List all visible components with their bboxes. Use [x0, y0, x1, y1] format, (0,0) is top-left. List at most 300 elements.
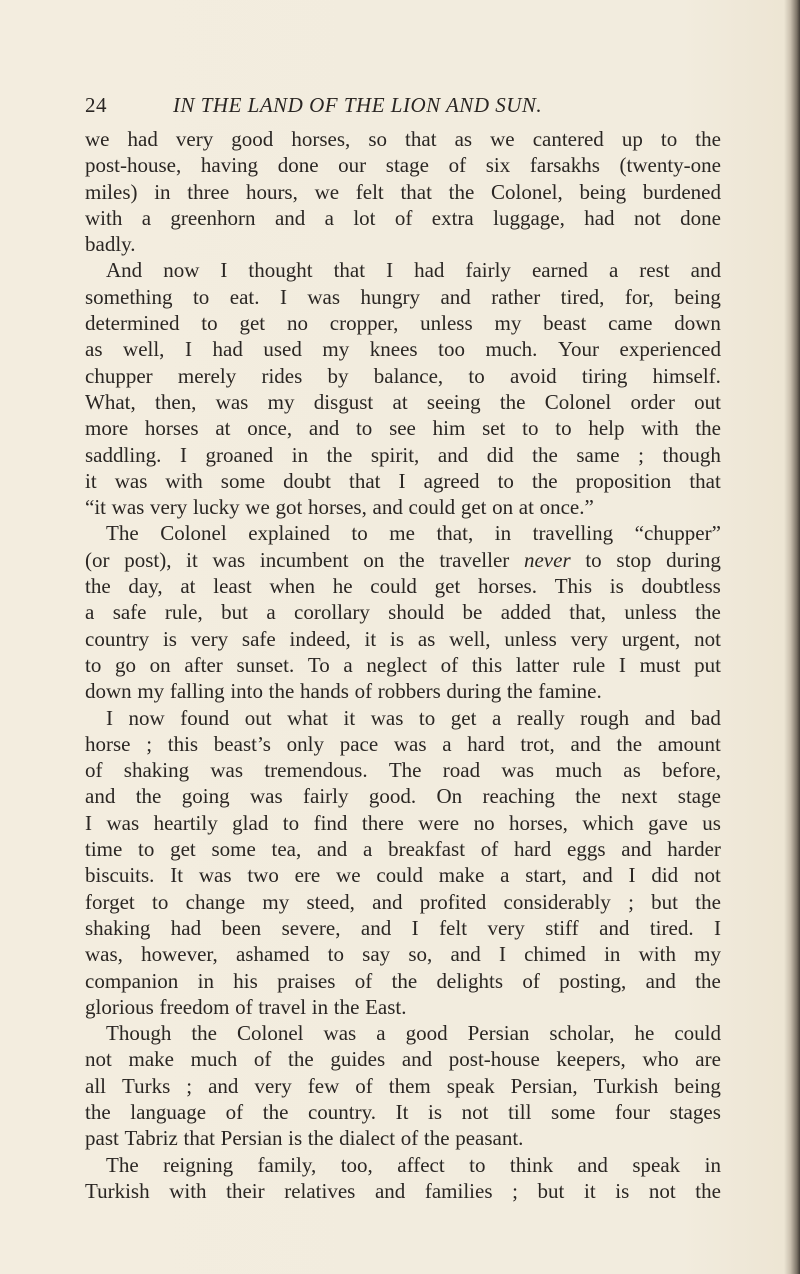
word: latter [515, 652, 559, 677]
word: in [197, 968, 214, 993]
word: (twenty-one [619, 153, 721, 178]
word: my [262, 889, 290, 914]
word: could [674, 1021, 721, 1046]
word: found [180, 705, 230, 730]
word: down [674, 311, 721, 336]
word: were [418, 810, 460, 835]
word: post-house, [85, 153, 182, 178]
word: reaching [482, 784, 555, 809]
word: of [253, 1047, 272, 1072]
word: ; [638, 442, 644, 467]
word: in [291, 442, 309, 467]
word: least [213, 574, 252, 599]
word: reigning [163, 1152, 234, 1177]
word: is [609, 574, 624, 599]
word: stop [616, 547, 652, 572]
word: lucky [192, 495, 240, 520]
body-text [85, 126, 721, 1204]
word: considerably [503, 889, 611, 914]
word: travelling [532, 521, 614, 546]
word: are [695, 1047, 721, 1072]
word: really [516, 705, 565, 730]
word: that [349, 468, 381, 493]
word: felt [355, 179, 384, 204]
word: but [537, 1178, 565, 1203]
word: I [411, 915, 419, 940]
word: was [215, 389, 249, 414]
word: and [577, 1152, 608, 1177]
word: groaned [205, 442, 274, 467]
word: a [85, 600, 95, 625]
word: lot [353, 205, 376, 230]
text-line [85, 310, 721, 336]
word: to [201, 311, 218, 336]
word: ; [628, 889, 634, 914]
word: greenhorn [170, 205, 256, 230]
word: during [446, 679, 502, 704]
word: by [327, 363, 349, 388]
word: glorious [85, 994, 154, 1019]
word: the [695, 416, 721, 441]
word: and [401, 1047, 433, 1072]
word: Persian, [510, 1073, 578, 1098]
word: extra [431, 205, 474, 230]
word: himself. [652, 363, 721, 388]
word: The [106, 1152, 139, 1177]
word: beast’s [213, 731, 271, 756]
word: a [500, 863, 510, 888]
word: To [307, 652, 330, 677]
word: families [424, 1178, 493, 1203]
word: in [704, 1152, 721, 1177]
word: make [438, 863, 485, 888]
word: was [212, 547, 246, 572]
word: is [288, 1126, 303, 1151]
word: amount [657, 731, 721, 756]
word: had [414, 258, 445, 283]
word: Your [557, 337, 599, 362]
word: chimed [524, 942, 586, 967]
word: the [695, 127, 721, 151]
word: once, [247, 416, 293, 441]
word: more [85, 416, 129, 441]
word: I [279, 284, 287, 309]
word: with [85, 205, 123, 230]
word: and [316, 837, 348, 862]
word: some [211, 837, 256, 862]
word: and [644, 705, 676, 730]
word: came [608, 311, 653, 336]
word: of [85, 758, 103, 783]
word: unless [504, 626, 557, 651]
word: East. [365, 994, 407, 1019]
word: to [282, 810, 300, 835]
word: when [269, 574, 315, 599]
word: beast [543, 311, 587, 336]
word: post), [124, 547, 172, 572]
word: it [186, 547, 198, 572]
word: of [354, 968, 373, 993]
word: say [362, 942, 391, 967]
word: now [128, 705, 165, 730]
text-line [85, 179, 721, 205]
word: the [268, 679, 295, 704]
word: hard [513, 837, 552, 862]
word: him [432, 416, 466, 441]
word: at [518, 495, 534, 520]
word: and [450, 942, 481, 967]
text-line [85, 889, 721, 915]
word: well, [123, 337, 165, 362]
word: going [181, 784, 230, 809]
word: Persian [220, 1126, 283, 1151]
word: see [389, 416, 416, 441]
word: at [392, 389, 408, 414]
word: tired, [560, 284, 605, 309]
word: as [454, 127, 473, 151]
word: only [286, 731, 324, 756]
word: my [694, 942, 721, 967]
word: some [220, 468, 266, 493]
word: was [370, 705, 404, 730]
word: and [374, 1178, 406, 1203]
word: dialect [339, 1126, 396, 1151]
word: horse [85, 731, 131, 756]
word: of [400, 1126, 419, 1151]
page-header [85, 93, 725, 121]
word: keepers, [556, 1047, 626, 1072]
word: my [322, 337, 350, 362]
word: stage [677, 784, 721, 809]
word: luggage, [493, 205, 565, 230]
word: and [437, 442, 469, 467]
word: and [372, 495, 403, 520]
word: cantered [532, 127, 604, 151]
word: hungry [360, 284, 421, 309]
word: was [393, 731, 427, 756]
text-line [85, 678, 721, 704]
word: This [554, 574, 593, 599]
word: knees [369, 337, 418, 362]
word: I [628, 863, 636, 888]
word: good. [368, 784, 417, 809]
word: set [482, 416, 506, 441]
word: horses [144, 416, 199, 441]
word: before, [662, 758, 721, 783]
word: “chupper” [634, 521, 721, 546]
word: experienced [619, 337, 721, 362]
word: get [239, 311, 266, 336]
word: the [191, 1021, 217, 1046]
word: freedom [159, 994, 230, 1019]
word: proposition [575, 468, 672, 493]
word: safe [112, 600, 147, 625]
word: and [621, 837, 652, 862]
word: is [390, 626, 405, 651]
word: the [695, 1178, 721, 1203]
word: that [405, 127, 437, 151]
word: Colonel, [491, 179, 563, 204]
word: determined [85, 311, 180, 336]
word: no [286, 311, 308, 336]
word: tired. [649, 915, 694, 940]
text-line [85, 994, 721, 1020]
word: incumbent [259, 547, 349, 572]
text-line [85, 626, 721, 652]
text-line [85, 836, 721, 862]
word: I [498, 942, 506, 967]
word: not [633, 205, 661, 230]
word: Turks [122, 1073, 171, 1098]
word: tremendous. [264, 758, 368, 783]
word: travel [258, 994, 307, 1019]
word: on [492, 495, 514, 520]
word: with [165, 468, 203, 493]
word: that [400, 179, 432, 204]
word: ashamed [235, 942, 310, 967]
word: the [616, 731, 643, 756]
word: The [106, 521, 139, 546]
word: and [85, 784, 116, 809]
word: to [351, 521, 368, 546]
text-line [85, 941, 721, 967]
word: horses. [478, 574, 537, 599]
word: a [324, 205, 334, 230]
word: and [308, 416, 340, 441]
word: make [128, 1047, 174, 1072]
word: explained [248, 521, 330, 546]
word: it [583, 1178, 596, 1203]
word: shaking [85, 915, 151, 940]
text-line [85, 599, 721, 625]
word: it [343, 705, 356, 730]
word: good [231, 127, 274, 151]
word: too, [340, 1152, 373, 1177]
word: four [614, 1099, 650, 1124]
word: find [313, 810, 348, 835]
word: very [175, 127, 214, 151]
word: something [85, 284, 173, 309]
word: horses, [307, 495, 367, 520]
word: my [137, 679, 165, 704]
word: we [314, 179, 340, 204]
word: I [714, 915, 721, 940]
word: the [333, 994, 360, 1019]
word: a [363, 837, 373, 862]
word: to [497, 468, 514, 493]
word: speak [446, 1073, 495, 1098]
word: of [354, 679, 373, 704]
word: chupper [85, 363, 153, 388]
word: the [695, 968, 721, 993]
word: affect [397, 1152, 445, 1177]
word: who [642, 1047, 679, 1072]
word: go [115, 652, 136, 677]
word: to [585, 547, 602, 572]
word: in [311, 994, 329, 1019]
word: country. [307, 1099, 377, 1124]
word: ; [186, 1073, 193, 1098]
word: well, [449, 626, 491, 651]
word: had [127, 127, 158, 151]
word: posting, [559, 968, 627, 993]
word: miles) [85, 179, 138, 204]
page-number: 24 [85, 93, 107, 117]
word: some [551, 1099, 596, 1124]
word: that, [436, 521, 474, 546]
word: ; [146, 731, 153, 756]
word: Though [106, 1021, 172, 1046]
word: hard [467, 731, 505, 756]
word: rest [639, 258, 670, 283]
word: eat. [229, 284, 260, 309]
text-line [85, 547, 721, 573]
word: urgent, [621, 626, 681, 651]
word: balance, [373, 363, 444, 388]
word: bad [690, 705, 721, 730]
word: and [360, 915, 392, 940]
word: out [244, 705, 272, 730]
word: I [184, 337, 192, 362]
word: so, [408, 942, 433, 967]
word: delights [436, 968, 504, 993]
word: forget [85, 889, 135, 914]
word: trot, [520, 731, 555, 756]
word: Tabriz [124, 1126, 178, 1151]
word: few [307, 1073, 340, 1098]
word: must [639, 652, 681, 677]
word: to [468, 363, 485, 388]
word: change [185, 889, 246, 914]
word: tea, [271, 837, 302, 862]
word: thought [248, 258, 313, 283]
word: this [167, 731, 199, 756]
word: never [523, 547, 571, 572]
word: to [555, 416, 572, 441]
word: our [338, 153, 367, 178]
word: and [690, 258, 721, 283]
word: a [141, 205, 152, 230]
word: could [370, 574, 417, 599]
text-line [85, 1125, 721, 1151]
word: that [689, 468, 721, 493]
word: being [674, 1073, 721, 1098]
word: What, [85, 389, 136, 414]
word: of [480, 837, 499, 862]
word: horses, [291, 127, 351, 151]
word: to [522, 416, 539, 441]
text-line [85, 442, 721, 468]
word: not [648, 1178, 676, 1203]
word: seeing [426, 389, 481, 414]
word: peasant. [455, 1126, 524, 1151]
word: The [388, 758, 422, 783]
word: on [363, 547, 385, 572]
text-line [85, 415, 721, 441]
word: too [438, 337, 465, 362]
word: we [490, 127, 515, 151]
word: hours, [245, 179, 298, 204]
text-line [85, 1020, 721, 1046]
word: of [394, 205, 413, 230]
text-line [85, 1152, 721, 1178]
word: did [651, 863, 679, 888]
word: neglect [366, 652, 427, 677]
word: the [499, 389, 526, 414]
word: robbers [377, 679, 441, 704]
word: the [288, 1047, 314, 1072]
word: very [190, 626, 229, 651]
word: I [85, 810, 92, 835]
word: Colonel [544, 389, 612, 414]
word: country [85, 626, 150, 651]
word: was, [85, 942, 123, 967]
word: not [461, 1099, 489, 1124]
word: next [621, 784, 658, 809]
word: rule, [164, 600, 203, 625]
word: that [333, 258, 366, 283]
word: was [307, 284, 341, 309]
word: start, [525, 863, 567, 888]
word: out [694, 389, 721, 414]
word: family, [257, 1152, 317, 1177]
word: to [469, 1152, 486, 1177]
word: me [389, 521, 415, 546]
word: shaking [123, 758, 190, 783]
running-head: IN THE LAND OF THE LION AND SUN. [173, 93, 543, 117]
word: rather [491, 284, 541, 309]
word: the [423, 1126, 450, 1151]
word: stage [385, 153, 429, 178]
word: ; [512, 1178, 518, 1203]
word: Turkish [85, 1178, 150, 1203]
word: all [85, 1073, 106, 1098]
word: Turkish [593, 1073, 659, 1098]
word: now [163, 258, 200, 283]
word: felt [439, 915, 468, 940]
word: which [582, 810, 634, 835]
word: unless [420, 311, 473, 336]
word: my [494, 311, 522, 336]
word: on [149, 652, 171, 677]
word: and [274, 205, 306, 230]
word: his [233, 968, 258, 993]
page-edge-shadow [784, 0, 800, 1274]
text-line [85, 257, 721, 283]
word: at [215, 416, 231, 441]
word: my [267, 389, 295, 414]
word: he [332, 574, 353, 599]
word: was [111, 495, 145, 520]
word: much [190, 1047, 238, 1072]
word: we [245, 495, 270, 520]
word: a [376, 1021, 386, 1046]
word: severe, [281, 915, 341, 940]
word: and [440, 284, 471, 309]
word: hands [299, 679, 349, 704]
word: was [501, 758, 535, 783]
text-line [85, 336, 721, 362]
word: done [680, 205, 721, 230]
word: as [417, 626, 436, 651]
word: after [184, 652, 223, 677]
word: the [695, 600, 721, 625]
word: unless [624, 600, 677, 625]
word: in [604, 942, 621, 967]
word: guides [330, 1047, 386, 1072]
word: corollary [294, 600, 370, 625]
word: the [506, 679, 533, 704]
